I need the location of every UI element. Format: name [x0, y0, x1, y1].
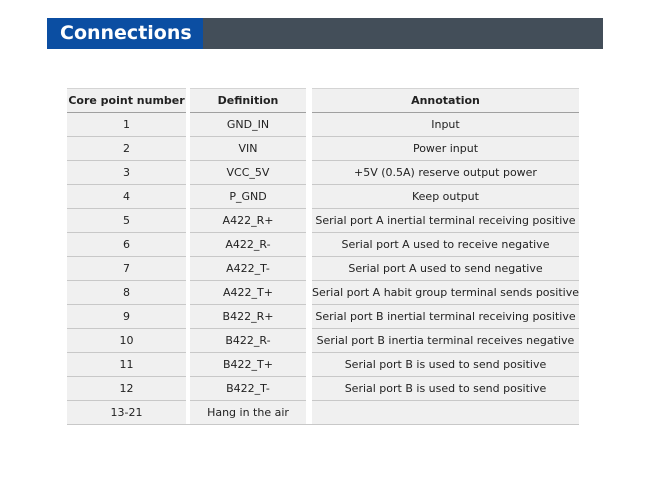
- table-row: [67, 113, 579, 137]
- table-row: [67, 257, 579, 281]
- cell-annotation: Serial port A used to receive negative: [312, 233, 579, 257]
- cell-core-point: 5: [67, 209, 186, 233]
- table-row: [67, 281, 579, 305]
- cell-annotation: Serial port B inertial terminal receiving positive: [312, 305, 579, 329]
- table-row: [67, 401, 579, 425]
- cell-annotation: Serial port A used to send negative: [312, 257, 579, 281]
- table-row: [67, 233, 579, 257]
- cell-core-point: 2: [67, 137, 186, 161]
- cell-core-point: 8: [67, 281, 186, 305]
- cell-definition: A422_T-: [190, 257, 306, 281]
- cell-core-point: 7: [67, 257, 186, 281]
- cell-definition: A422_T+: [190, 281, 306, 305]
- cell-core-point: 12: [67, 377, 186, 401]
- cell-annotation: Input: [312, 113, 579, 137]
- cell-definition: A422_R-: [190, 233, 306, 257]
- table-row: [67, 161, 579, 185]
- cell-annotation: Serial port B is used to send positive: [312, 377, 579, 401]
- cell-definition: Hang in the air: [190, 401, 306, 425]
- cell-definition: GND_IN: [190, 113, 306, 137]
- table-row: [67, 329, 579, 353]
- cell-annotation: Serial port A habit group terminal sends positive: [312, 281, 579, 305]
- cell-core-point: 13-21: [67, 401, 186, 425]
- section-banner: [47, 18, 603, 49]
- connections-table: [67, 88, 579, 425]
- cell-definition: VCC_5V: [190, 161, 306, 185]
- header-row: [67, 88, 579, 113]
- cell-definition: B422_T+: [190, 353, 306, 377]
- cell-core-point: 10: [67, 329, 186, 353]
- cell-core-point: 11: [67, 353, 186, 377]
- cell-core-point: 4: [67, 185, 186, 209]
- cell-core-point: 9: [67, 305, 186, 329]
- cell-annotation: Keep output: [312, 185, 579, 209]
- cell-definition: VIN: [190, 137, 306, 161]
- cell-annotation: Serial port B is used to send positive: [312, 353, 579, 377]
- cell-core-point: 1: [67, 113, 186, 137]
- cell-definition: P_GND: [190, 185, 306, 209]
- cell-annotation: Serial port A inertial terminal receiving positive: [312, 209, 579, 233]
- table-row: [67, 305, 579, 329]
- table-row: [67, 137, 579, 161]
- table-row: [67, 209, 579, 233]
- cell-annotation: Power input: [312, 137, 579, 161]
- cell-definition: B422_R+: [190, 305, 306, 329]
- cell-definition: B422_R-: [190, 329, 306, 353]
- section-title: Connections: [47, 18, 203, 49]
- table-row: [67, 185, 579, 209]
- table-row: [67, 377, 579, 401]
- cell-core-point: 6: [67, 233, 186, 257]
- table-row: [67, 353, 579, 377]
- cell-core-point: 3: [67, 161, 186, 185]
- cell-annotation: [312, 401, 579, 425]
- cell-definition: B422_T-: [190, 377, 306, 401]
- cell-definition: A422_R+: [190, 209, 306, 233]
- cell-annotation: Serial port B inertia terminal receives negative: [312, 329, 579, 353]
- header-definition: Definition: [190, 88, 306, 113]
- cell-annotation: +5V (0.5A) reserve output power: [312, 161, 579, 185]
- header-annotation: Annotation: [312, 88, 579, 113]
- header-core-point: Core point number: [67, 88, 186, 113]
